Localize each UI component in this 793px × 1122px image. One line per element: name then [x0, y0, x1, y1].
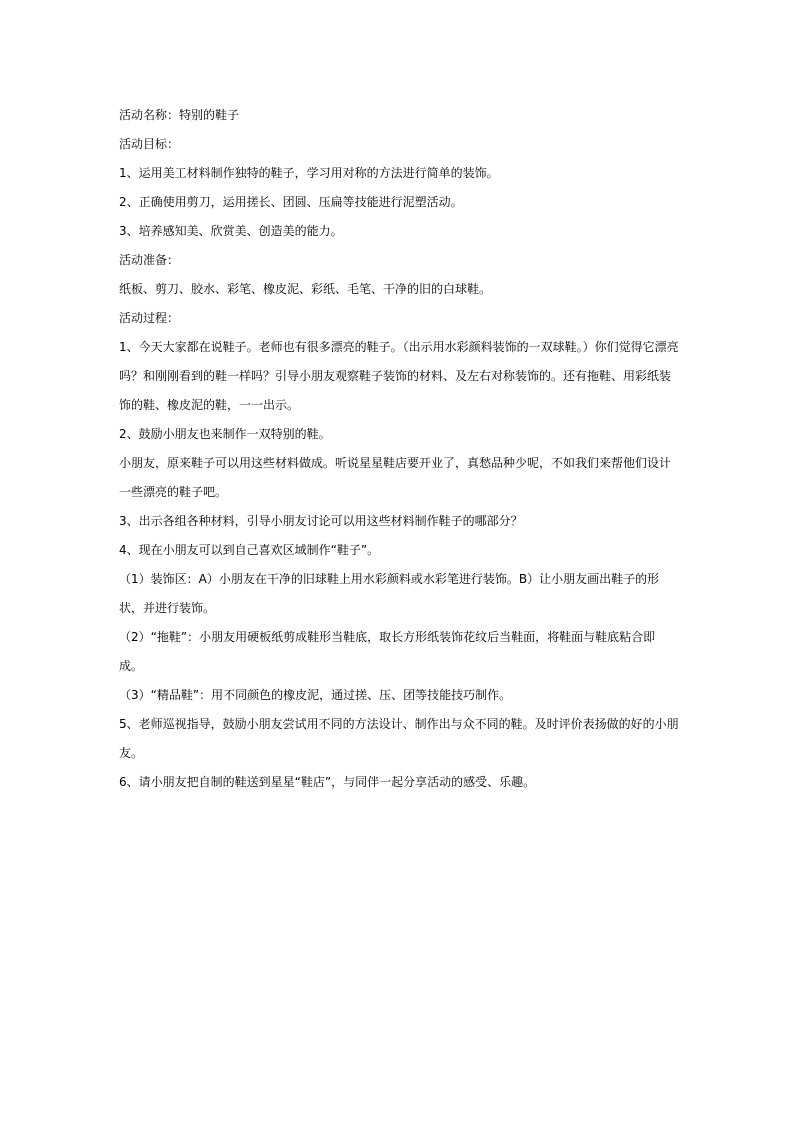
process-step-2-detail: 小朋友，原来鞋子可以用这些材料做成。听说星星鞋店要开业了，真愁品种少呢，不如我们来帮他们设计一些漂亮的鞋子吧。 [119, 456, 672, 499]
goal-item-1: 1、运用美工材料制作独特的鞋子，学习用对称的方法进行简单的装饰。 [119, 166, 499, 180]
activity-title: 活动名称：特别的鞋子 [119, 108, 240, 122]
process-step-2: 2、鼓励小朋友也来制作一双特别的鞋。 [119, 427, 331, 441]
goal-item-3: 3、培养感知美、欣赏美、创造美的能力。 [119, 224, 343, 238]
section-heading-preparation: 活动准备： [119, 253, 180, 267]
process-step-6: 6、请小朋友把自制的鞋送到星星“鞋店”，与同伴一起分享活动的感受、乐趣。 [119, 775, 536, 789]
process-step-4: 4、现在小朋友可以到自己喜欢区域制作“鞋子”。 [119, 543, 380, 557]
process-step-3: 3、出示各组各种材料，引导小朋友讨论可以用这些材料制作鞋子的哪部分？ [119, 514, 523, 528]
document-body [119, 101, 679, 797]
process-step-4-area-2: （2）“拖鞋”：小朋友用硬板纸剪成鞋形当鞋底，取长方形纸装饰花纹后当鞋面，将鞋面与鞋底粘合即成。 [119, 630, 656, 673]
process-step-1: 1、今天大家都在说鞋子。老师也有很多漂亮的鞋子。（出示用水彩颜料装饰的一双球鞋。）你们觉得它漂亮吗？和刚刚看到的鞋一样吗？引导小朋友观察鞋子装饰的材料、及左右对称装饰的。还有拖鞋、用彩纸装饰的鞋、橡皮泥的鞋，一一出示。 [119, 340, 679, 412]
process-step-4-area-1: （1）装饰区：A）小朋友在干净的旧球鞋上用水彩颜料或水彩笔进行装饰。B）让小朋友画出鞋子的形状，并进行装饰。 [119, 572, 660, 615]
goal-item-2: 2、正确使用剪刀，运用搓长、团圆、压扁等技能进行泥塑活动。 [119, 195, 463, 209]
preparation-materials: 纸板、剪刀、胶水、彩笔、橡皮泥、彩纸、毛笔、干净的旧的白球鞋。 [119, 282, 492, 296]
process-step-4-area-3: （3）“精品鞋”：用不同颜色的橡皮泥，通过搓、压、团等技能技巧制作。 [119, 688, 512, 702]
section-heading-goals: 活动目标： [119, 137, 180, 151]
process-step-5: 5、老师巡视指导，鼓励小朋友尝试用不同的方法设计、制作出与众不同的鞋。及时评价表扬做的好的小朋友。 [119, 717, 679, 760]
section-heading-process: 活动过程： [119, 311, 180, 325]
